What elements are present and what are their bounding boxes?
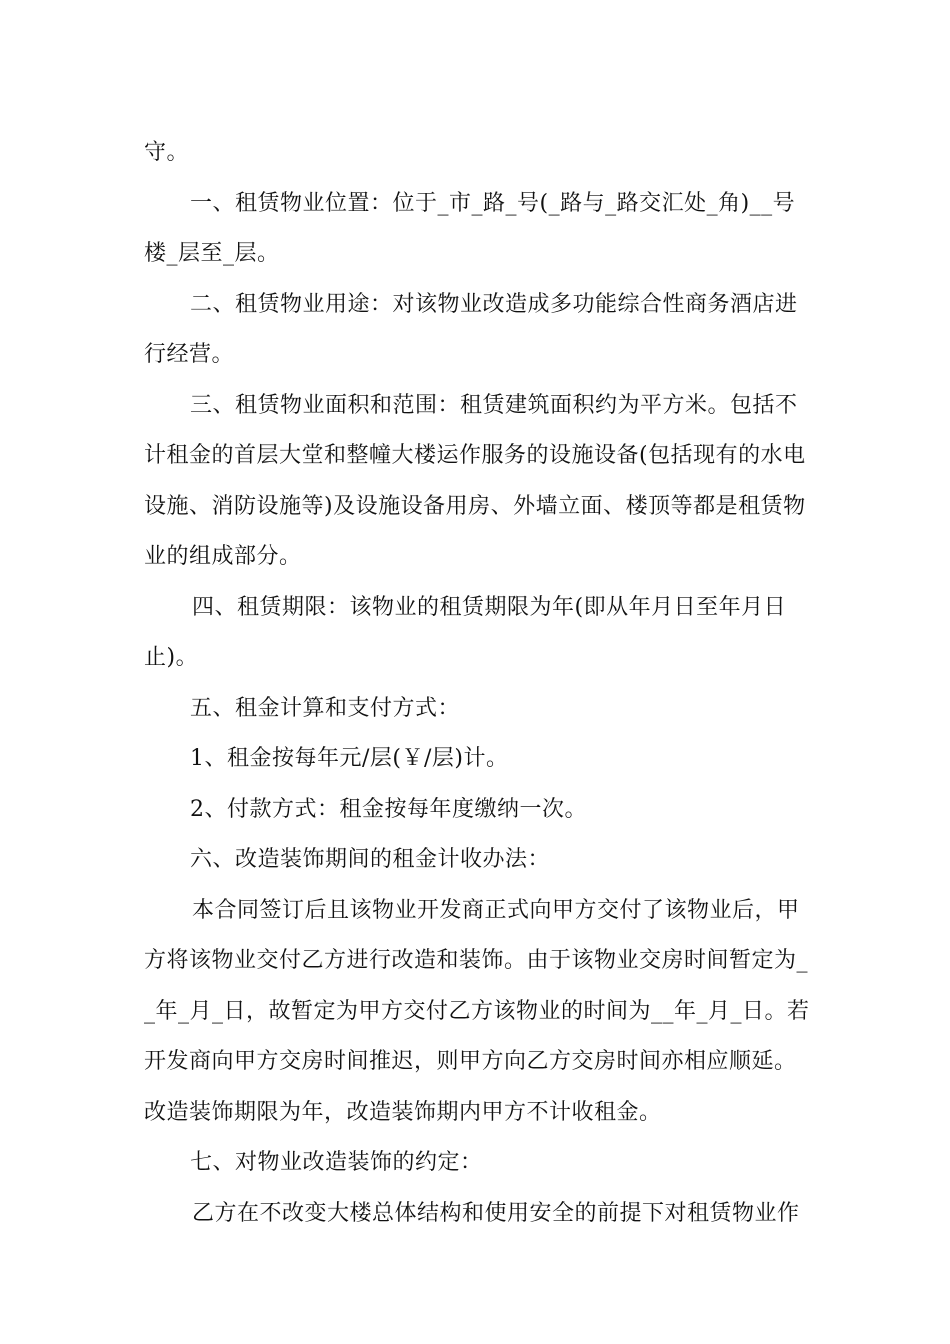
clause-2-heading: 二、租赁物业用途：对该物业改造成多功能综合性商务酒店进 bbox=[190, 291, 798, 317]
text-line: 改造装饰期限为年，改造装饰期内甲方不计收租金。 bbox=[144, 1099, 662, 1125]
clause-4-heading: 四、租赁期限：该物业的租赁期限为年(即从年月日至年月日 bbox=[192, 594, 787, 620]
text-line: 行经营。 bbox=[144, 342, 235, 367]
text-line: 计租金的首层大堂和整幢大楼运作服务的设施设备(包括现有的水电 bbox=[144, 443, 806, 468]
document-body bbox=[144, 128, 809, 1239]
clause-5-heading: 五、租金计算和支付方式： bbox=[190, 695, 461, 721]
text-line: 止)。 bbox=[144, 645, 199, 670]
text-line: 开发商向甲方交房时间推迟，则甲方向乙方交房时间亦相应顺延。 bbox=[144, 1049, 797, 1074]
clause-6-heading: 六、改造装饰期间的租金计收办法： bbox=[190, 847, 551, 872]
clause-1-heading: 一、租赁物业位置：位于_市_路_号(_路与_路交汇处_角)__号 bbox=[190, 190, 796, 216]
text-line: _年_月_日，故暂定为甲方交付乙方该物业的时间为__年_月_日。若 bbox=[144, 998, 810, 1024]
text-line: 设施、消防设施等)及设施设备用房、外墙立面、楼顶等都是租赁物 bbox=[144, 493, 806, 519]
clause-5-item-2: 2、付款方式：租金按每年度缴纳一次。 bbox=[190, 796, 587, 822]
clause-6-paragraph-start: 本合同签订后且该物业开发商正式向甲方交付了该物业后，甲 bbox=[192, 897, 800, 923]
text-line: 方将该物业交付乙方进行改造和装饰。由于该物业交房时间暂定为_ bbox=[144, 948, 809, 973]
text-line: 业的组成部分。 bbox=[144, 544, 302, 569]
text-line: 楼_层至_层。 bbox=[144, 241, 280, 266]
clause-7-heading: 七、对物业改造装饰的约定： bbox=[190, 1150, 483, 1175]
text-line: 守。 bbox=[144, 140, 190, 165]
clause-3-heading: 三、租赁物业面积和范围：租赁建筑面积约为平方米。包括不 bbox=[190, 392, 798, 418]
clause-5-item-1: 1、租金按每年元/层(￥/层)计。 bbox=[190, 746, 509, 771]
clause-7-paragraph-start: 乙方在不改变大楼总体结构和使用安全的前提下对租赁物业作 bbox=[192, 1200, 800, 1226]
